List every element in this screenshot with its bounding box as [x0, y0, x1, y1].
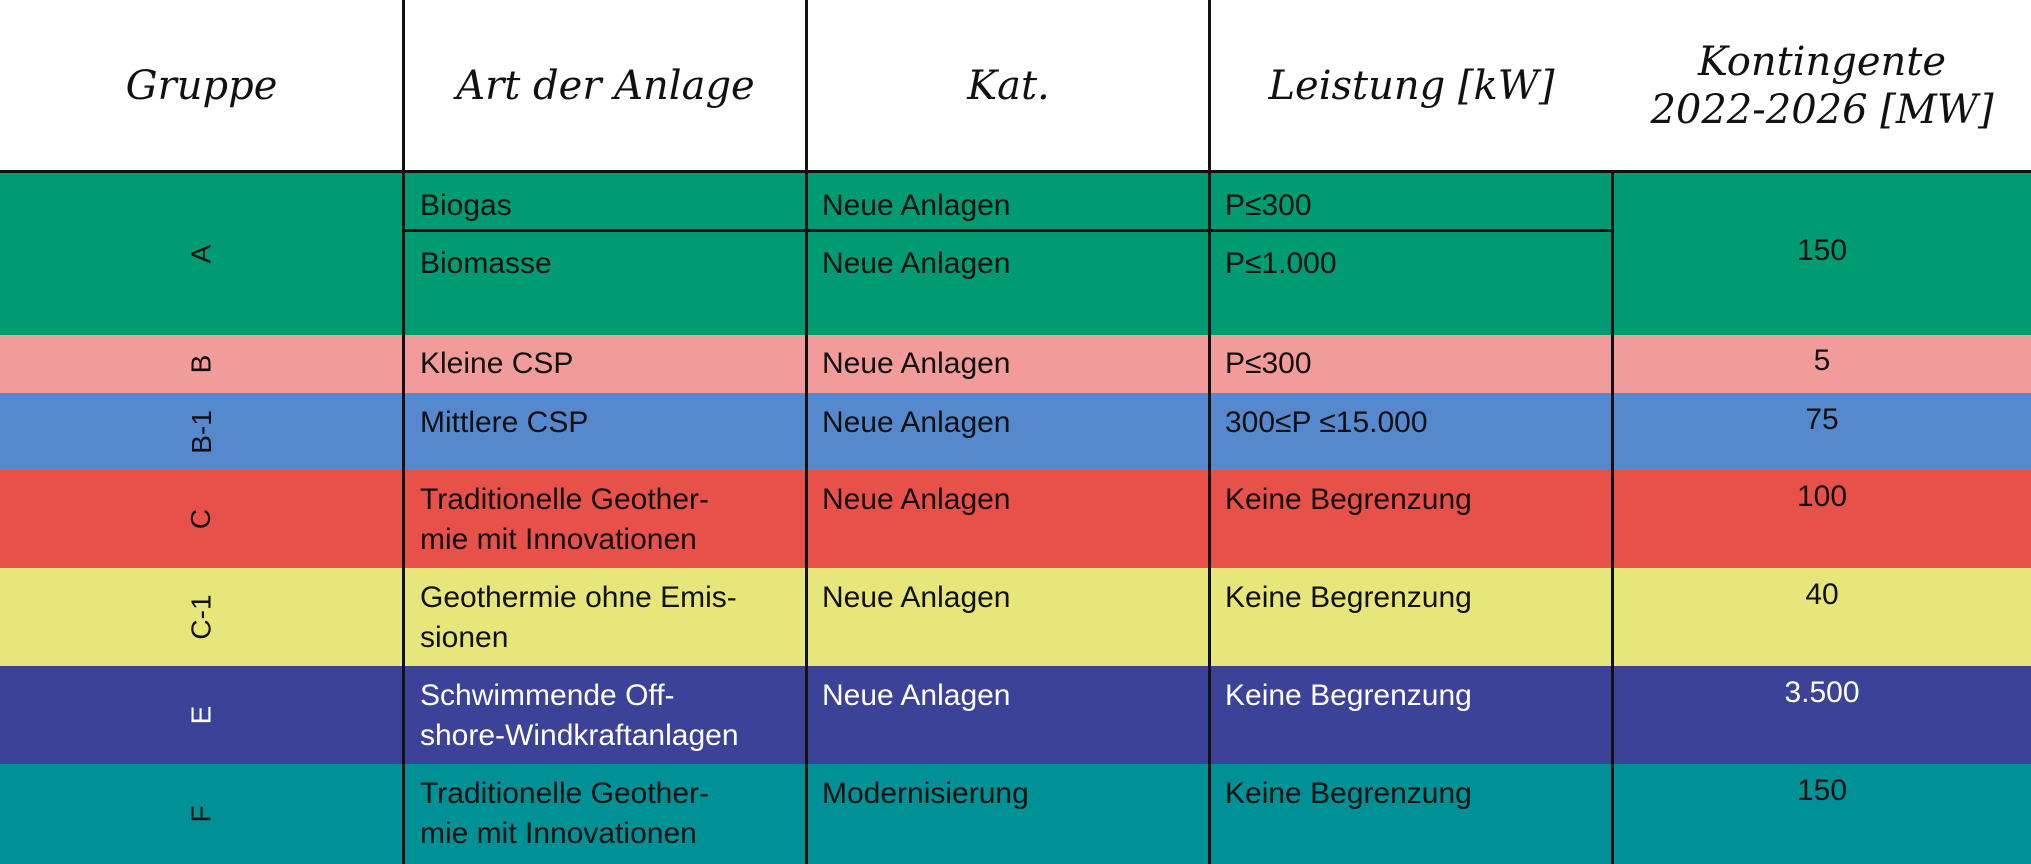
header-divider [0, 170, 2031, 173]
kat-cell: Modernisierung [822, 777, 1029, 810]
art-cell-line1: Schwimmende Off- [420, 679, 675, 712]
header-kontingente [1613, 0, 2031, 172]
header-gruppe [0, 0, 403, 172]
header-art [404, 0, 807, 172]
leistung-cell: Keine Begrenzung [1225, 679, 1472, 712]
table-row-b-1 [0, 393, 2031, 470]
column-divider [1208, 0, 1211, 864]
kontingente-cell: 150 [1796, 234, 1848, 267]
header-kat-label: Kat. [967, 63, 1050, 109]
group-cell-c [0, 470, 403, 568]
table-row-a [0, 172, 2031, 335]
group-label: A [185, 244, 217, 263]
group-cell-f [0, 764, 403, 864]
column-divider [402, 0, 405, 864]
art-cell: Kleine CSP [420, 347, 574, 380]
art-cell: Mittlere CSP [420, 406, 589, 439]
table-row-e [0, 666, 2031, 764]
column-divider [1611, 172, 1614, 864]
art-cell: Biomasse [420, 247, 552, 280]
header-leistung [1210, 0, 1613, 172]
kat-cell: Neue Anlagen [822, 679, 1011, 712]
art-cell: Biogas [420, 189, 512, 222]
table-row-c-1 [0, 568, 2031, 666]
kat-cell: Neue Anlagen [822, 347, 1011, 380]
leistung-cell: Keine Begrenzung [1225, 483, 1472, 516]
group-label: C-1 [185, 594, 217, 640]
group-cell-a [0, 172, 403, 335]
group-label: C [185, 508, 217, 530]
leistung-cell: P≤300 [1225, 189, 1312, 222]
art-cell-line1: Traditionelle Geother- [420, 777, 710, 810]
kontingente-cell: 3.500 [1784, 676, 1860, 709]
leistung-cell: 300≤P ≤15.000 [1225, 406, 1428, 439]
kontingente-cell: 75 [1805, 403, 1839, 436]
header-kontingente-line1: Kontingente [1697, 39, 1947, 85]
kat-cell: Neue Anlagen [822, 483, 1011, 516]
header-kat [807, 0, 1210, 172]
kat-cell: Neue Anlagen [822, 247, 1011, 280]
kontingente-cell: 5 [1813, 344, 1831, 377]
leistung-cell: P≤300 [1225, 347, 1312, 380]
column-divider [805, 0, 808, 864]
kontingente-cell: 150 [1796, 774, 1848, 807]
art-cell-line1: Traditionelle Geother- [420, 483, 710, 516]
group-label: B-1 [185, 409, 217, 454]
kat-cell: Neue Anlagen [822, 581, 1011, 614]
kontingente-cell: 100 [1796, 480, 1848, 513]
art-cell-line2: shore-Windkraftanlagen [420, 719, 739, 752]
leistung-cell: Keine Begrenzung [1225, 581, 1472, 614]
leistung-cell: P≤1.000 [1225, 247, 1337, 280]
art-cell-line2: mie mit Innovationen [420, 523, 697, 556]
group-cell-b-1 [0, 393, 403, 470]
group-label: B [185, 354, 217, 374]
kat-cell: Neue Anlagen [822, 406, 1011, 439]
kat-cell: Neue Anlagen [822, 189, 1011, 222]
leistung-cell: Keine Begrenzung [1225, 777, 1472, 810]
table-row-c [0, 470, 2031, 568]
kontingente-cell: 40 [1805, 578, 1839, 611]
header-gruppe-label: Gruppe [125, 63, 278, 109]
header-leistung-label: Leistung [kW] [1268, 63, 1555, 109]
art-cell-line1: Geothermie ohne Emis- [420, 581, 737, 614]
table-row-b [0, 335, 2031, 393]
header-kontingente-line2: 2022-2026 [MW] [1650, 87, 1994, 133]
group-cell-b [0, 335, 403, 393]
row-a-subdivider [404, 229, 1613, 232]
group-cell-e [0, 666, 403, 764]
table-row-f [0, 764, 2031, 864]
art-cell-line2: mie mit Innovationen [420, 817, 697, 850]
header-art-label: Art der Anlage [456, 63, 755, 109]
group-cell-c-1 [0, 568, 403, 666]
group-label: E [185, 705, 217, 725]
art-cell-line2: sionen [420, 621, 509, 654]
group-label: F [185, 805, 217, 823]
